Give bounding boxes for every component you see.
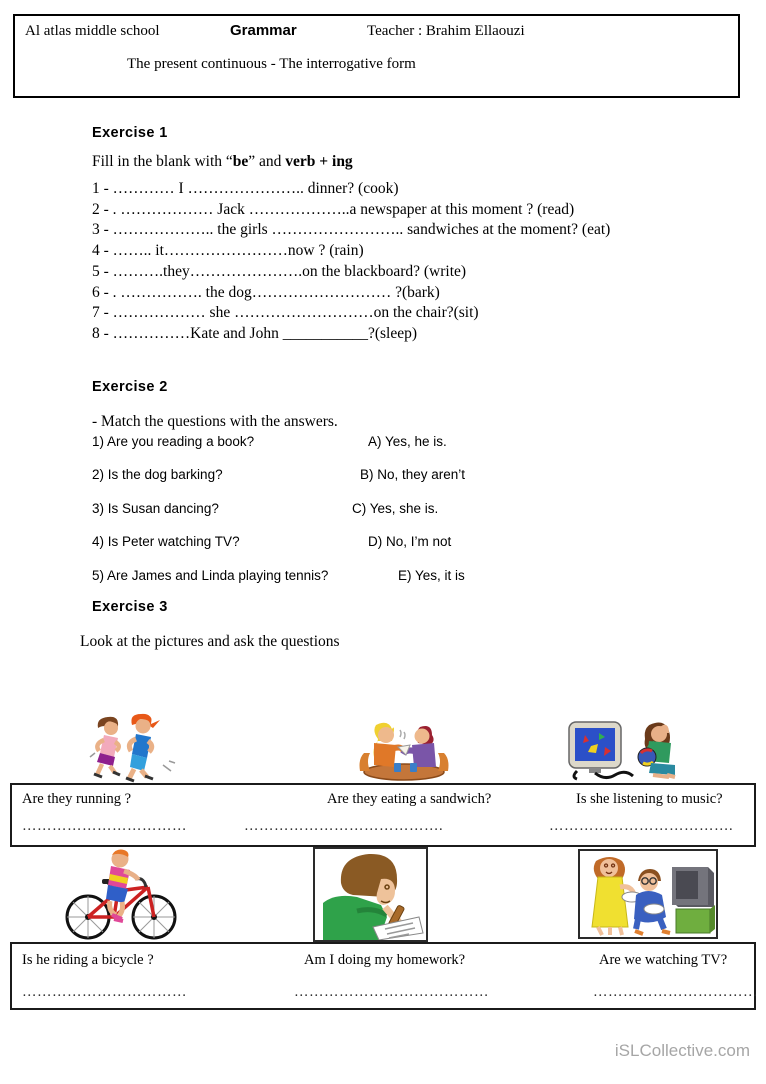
match-row: [92, 534, 692, 567]
lesson-title: The present continuous - The interrogative form: [127, 56, 416, 72]
fill-line: 3 - ……………….. the girls …………………….. sandwiches at the moment? (eat): [92, 221, 611, 239]
match-answer: C) Yes, she is.: [352, 500, 439, 516]
caption-question: Are they running ?: [22, 791, 132, 807]
caption-box-1: [10, 783, 756, 847]
school-name: Al atlas middle school: [25, 23, 160, 39]
answer-blank: ……………………………: [593, 984, 758, 1000]
kids-watching-tv-illustration: [578, 849, 718, 939]
match-row: [92, 568, 692, 601]
exercise3-instruction: Look at the pictures and ask the questions: [80, 633, 340, 650]
instruction-text: ” and: [248, 153, 286, 170]
match-question: 4) Is Peter watching TV?: [92, 534, 240, 550]
fill-line: 5 - ……….they………………….on the blackboard? (write): [92, 262, 467, 280]
match-answer: B) No, they aren’t: [360, 467, 466, 483]
exercise1-instruction: [92, 153, 353, 171]
pictures-row-1: [0, 700, 766, 783]
instruction-be-bold: be: [232, 153, 249, 170]
match-answer: E) Yes, it is: [398, 567, 465, 583]
teacher-name: Teacher : Brahim Ellaouzi: [367, 23, 525, 39]
match-row: [92, 434, 692, 467]
fill-line: 4 - …….. it……………………now ? (rain): [92, 242, 364, 260]
exercise1-fill-lines: [92, 179, 692, 345]
match-question: 2) Is the dog barking?: [92, 467, 223, 483]
match-row: [92, 467, 692, 500]
women-eating-sandwich-illustration: [348, 719, 460, 783]
caption-question: Is he riding a bicycle ?: [22, 952, 154, 968]
exercise2-heading: Exercise 2: [92, 379, 168, 395]
caption-question: Are they eating a sandwich?: [327, 791, 492, 807]
subject-title: Grammar: [230, 22, 297, 39]
fill-line: 2 - . ……………… Jack ………………..a newspaper at this moment ? (read): [92, 200, 575, 218]
match-question: 3) Is Susan dancing?: [92, 500, 219, 516]
pictures-row-2: [0, 847, 766, 942]
caption-question: Are we watching TV?: [599, 952, 728, 968]
boy-riding-bicycle-illustration: [58, 847, 184, 942]
woman-listening-to-music-illustration: [563, 713, 691, 783]
girls-running-illustration: [85, 711, 193, 783]
match-answer: A) Yes, he is.: [368, 434, 447, 449]
answer-blank: ……………………………: [22, 984, 187, 1000]
exercise2-match-list: [92, 434, 692, 601]
instruction-text: Fill in the blank with “: [92, 153, 233, 170]
instruction-verbing-bold: verb + ing: [285, 153, 353, 170]
boy-doing-homework-illustration: [313, 847, 428, 942]
answer-blank: ………………………………….: [244, 818, 444, 834]
match-answer: D) No, I’m not: [368, 534, 452, 550]
answer-blank: ……………………………: [22, 818, 187, 834]
exercise3-heading: Exercise 3: [92, 599, 168, 615]
fill-line: 1 - ………… I ………………….. dinner? (cook): [92, 180, 399, 197]
fill-line: 7 - ……………… she ………………………on the chair?(sit): [92, 304, 479, 322]
exercise1-heading: Exercise 1: [92, 125, 168, 141]
fill-line: 6 - . ……………. the dog……………………… ?(bark): [92, 283, 440, 301]
islcollective-watermark: iSLCollective.com: [614, 1041, 750, 1060]
match-question: 5) Are James and Linda playing tennis?: [92, 567, 329, 583]
fill-line: 8 - ……………Kate and John ___________?(sleep): [92, 324, 418, 342]
exercise2-instruction: - Match the questions with the answers.: [92, 413, 338, 430]
caption-question: Am I doing my homework?: [304, 952, 466, 968]
caption-box-2: [10, 942, 756, 1010]
caption-question: Is she listening to music?: [576, 791, 723, 807]
match-row: [92, 501, 692, 534]
answer-blank: ……………………………….: [549, 818, 734, 834]
match-question: 1) Are you reading a book?: [92, 434, 255, 449]
answer-blank: …………………………………: [294, 984, 489, 1000]
header-box: [13, 14, 740, 98]
